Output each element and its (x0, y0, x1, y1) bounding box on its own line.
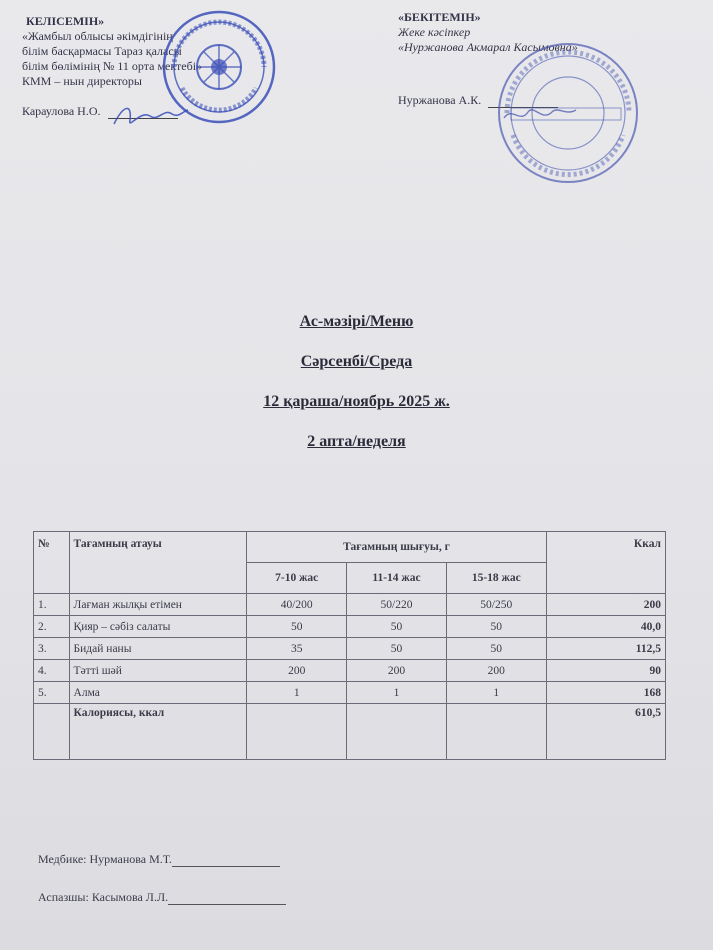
cell-value: 40/200 (247, 594, 347, 616)
table-row (34, 594, 666, 616)
left-signature (110, 100, 190, 134)
approved-line: Жеке кәсіпкер (398, 25, 471, 39)
approved-name: Нуржанова А.К. (398, 93, 482, 107)
cell-value: 50 (446, 638, 546, 660)
cell-num: 2. (34, 616, 70, 638)
cell-value: 1 (247, 682, 347, 704)
cell-name: Қияр – сәбіз салаты (69, 616, 247, 638)
total-kcal: 610,5 (546, 704, 665, 760)
header-yield: Тағамның шығуы, г (247, 532, 546, 563)
cell-value: 35 (247, 638, 347, 660)
nurse-signature-row (38, 852, 280, 867)
cell-num: 5. (34, 682, 70, 704)
cell-value: 50/220 (347, 594, 447, 616)
cell-value: 200 (247, 660, 347, 682)
header-age-group: 11-14 жас (347, 563, 447, 594)
cell-kcal: 168 (546, 682, 665, 704)
header-num: № (34, 532, 70, 594)
table-total-row (34, 704, 666, 760)
table-row (34, 638, 666, 660)
cell-kcal: 200 (546, 594, 665, 616)
nurse-name: Медбике: Нурманова М.Т. (38, 852, 172, 866)
agreed-line: білім бөлімінің № 11 орта мектебі» (22, 59, 203, 73)
approved-heading: «БЕКІТЕМІН» (398, 10, 481, 24)
cell-value: 50/250 (446, 594, 546, 616)
cook-signature-row (38, 890, 286, 905)
agreed-line: білім басқармасы Тараз қаласы (22, 44, 182, 58)
table-header-row (34, 532, 666, 563)
cell-value: 1 (347, 682, 447, 704)
cell-value: 200 (446, 660, 546, 682)
cell-name: Тәтті шәй (69, 660, 247, 682)
header-name: Тағамның атауы (69, 532, 247, 594)
date-title: 12 қараша/ноябрь 2025 ж. (263, 393, 450, 410)
cell-name: Лағман жылқы етімен (69, 594, 247, 616)
signature-line (172, 866, 280, 867)
cell-value: 1 (446, 682, 546, 704)
agreed-heading: КЕЛІСЕМІН» (26, 14, 105, 28)
title-block (0, 308, 713, 468)
cell-num (34, 704, 70, 760)
cell-num: 1. (34, 594, 70, 616)
header-kcal: Ккал (546, 532, 665, 594)
cell-value: 200 (347, 660, 447, 682)
cell-num: 3. (34, 638, 70, 660)
agreed-line: КММ – нын директоры (22, 74, 142, 88)
table-row (34, 660, 666, 682)
approved-line: «Нуржанова Акмарал Касымовна» (398, 40, 578, 54)
cell-name: Бидай наны (69, 638, 247, 660)
day-title: Сәрсенбі/Среда (300, 353, 413, 370)
signature-line (168, 904, 286, 905)
cell-kcal: 90 (546, 660, 665, 682)
cell-value: 50 (446, 616, 546, 638)
header-age-group: 7-10 жас (247, 563, 347, 594)
cell-empty (446, 704, 546, 760)
menu-table (33, 531, 666, 760)
cook-name: Аспазшы: Касымова Л.Л. (38, 890, 169, 904)
cell-value: 50 (347, 638, 447, 660)
total-label: Калориясы, ккал (69, 704, 247, 760)
cell-empty (247, 704, 347, 760)
agreed-line: «Жамбыл облысы әкімдігінің (22, 29, 173, 43)
agreed-name: Караулова Н.О. (22, 104, 101, 118)
header-age-group: 15-18 жас (446, 563, 546, 594)
table-row (34, 682, 666, 704)
cell-empty (347, 704, 447, 760)
menu-title: Ас-мәзірі/Меню (299, 313, 414, 330)
cell-num: 4. (34, 660, 70, 682)
cell-kcal: 112,5 (546, 638, 665, 660)
cell-value: 50 (347, 616, 447, 638)
cell-name: Алма (69, 682, 247, 704)
week-title: 2 апта/неделя (307, 433, 406, 450)
table-row (34, 616, 666, 638)
right-signature (500, 100, 580, 128)
cell-value: 50 (247, 616, 347, 638)
cell-kcal: 40,0 (546, 616, 665, 638)
